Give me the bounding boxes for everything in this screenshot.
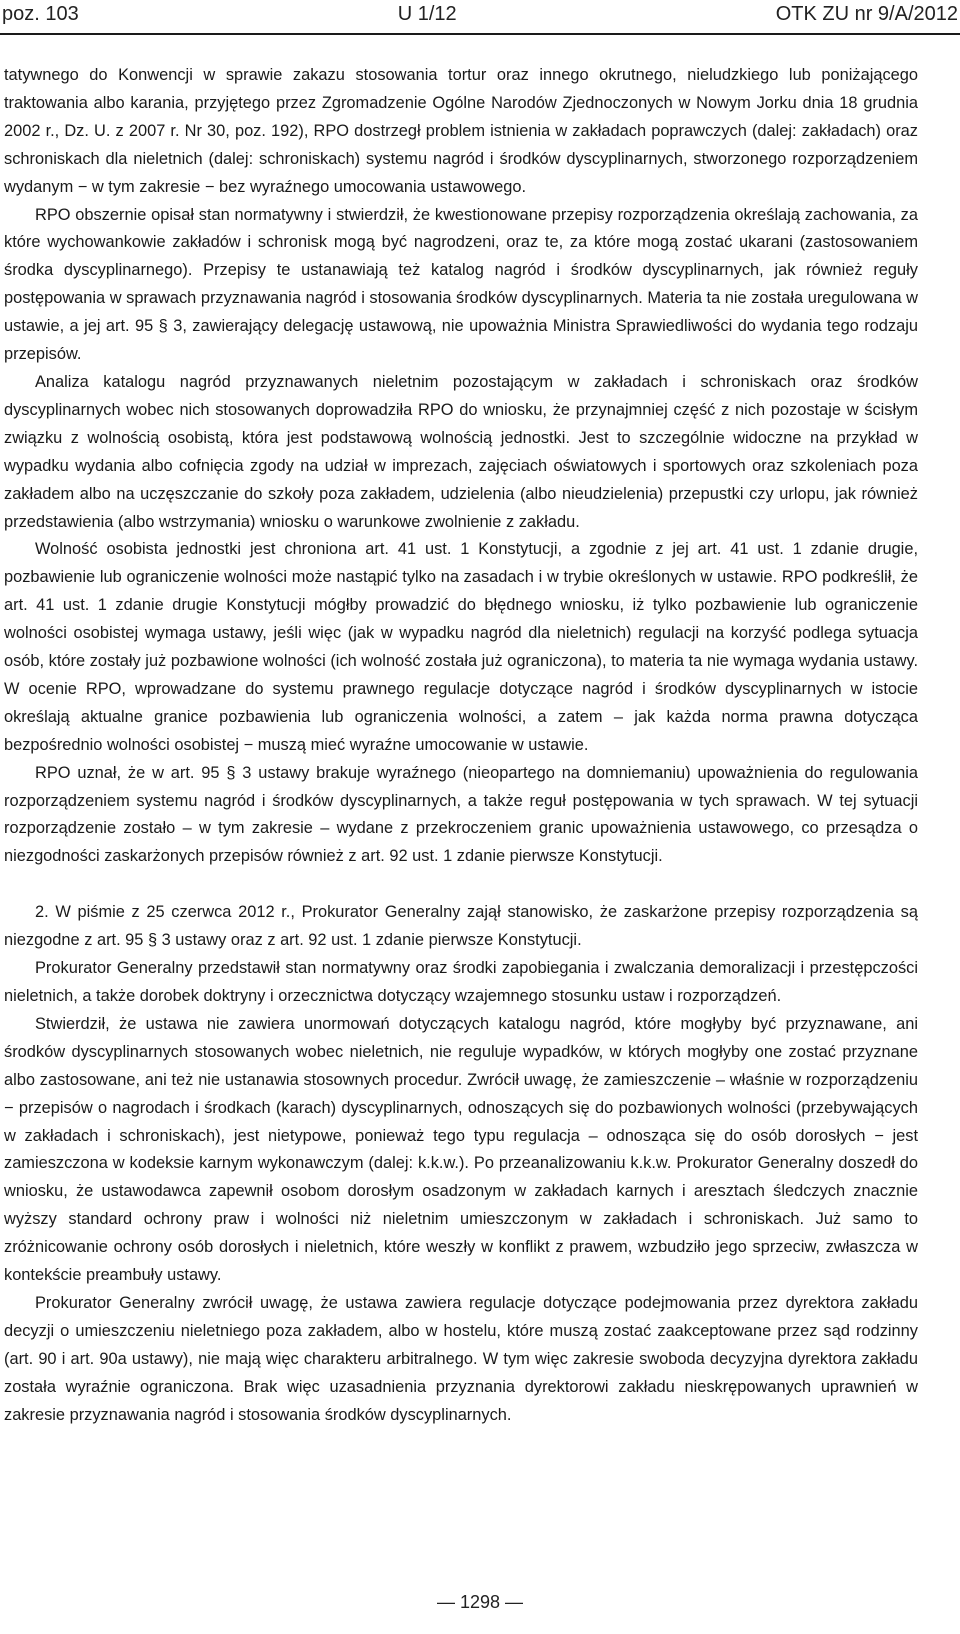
paragraph-continuation: tatywnego do Konwencji w sprawie zakazu stosowania tortur oraz innego okrutnego, nieludzkiego lub poniżającego traktowania albo karania, przyjętego przez Zgromadzenie Ogólne Narodów Zjednoczonych w Nowym Jorku dnia 18 grudnia 2002 r., Dz. U. z 2007 r. Nr 30, poz. 192), RPO dostrzegł problem istnienia w zakładach poprawczych (dalej: zakładach) oraz schroniskach dla nieletnich (dalej: schroniskach) systemu nagród i środków dyscyplinarnych, stworzonego rozporządzeniem wydanym − w tym zakresie − bez wyraźnego umocowania ustawowego. [4, 66, 918, 196]
paragraph: Prokurator Generalny przedstawił stan normatywny oraz środki zapobiegania i zwalczania demoralizacji i przestępczości nieletnich, a także dorobek doktryny i orzecznictwa dotyczący wzajemnego stosunku ustaw i rozporządzeń. [4, 959, 918, 1005]
header-case-signature: U 1/12 [397, 2, 457, 25]
paragraph: Prokurator Generalny zwrócił uwagę, że ustawa zawiera regulacje dotyczące podejmowania przez dyrektora zakładu decyzji o umieszczeniu nieletniego poza zakładem, albo w hostelu, które muszą zostać zaakceptowane przez sąd rodzinny (art. 90 i art. 90a ustawy), nie mają więc charakteru arbitralnego. W tym więc zakresie swoboda decyzyjna dyrektora zakładu została wyraźnie ograniczona. Brak więc uzasadnienia przyznania dyrektorowi zakładu nieskrępowanych uprawnień w zakresie przyznawania nagród i stosowania środków dyscyplinarnych. [4, 1293, 918, 1424]
document-body [4, 62, 918, 1430]
header-position-label: poz. 103 [2, 2, 79, 25]
page-number: — 1298 — [436, 1592, 524, 1612]
header-divider [0, 33, 960, 35]
paragraph: Analiza katalogu nagród przyznawanych nieletnim pozostającym w zakładach i schroniskach oraz środków dyscyplinarnych wobec nich stosowanych doprowadziła RPO do wniosku, że przynajmniej część z nich pozostaje w ścisłym związku z wolnością osobistą, która jest podstawową wolnością jednostki. Jest to szczególnie widoczne na przykład w wypadku wydania albo cofnięcia zgody na udział w imprezach, zajęciach oświatowych i sportowych oraz szkoleniach poza zakładem albo na uczęszczanie do szkoły poza zakładem, udzielenia (albo nieudzielenia) przepustki czy urlopu, jak również przedstawienia (albo wstrzymania) wniosku o warunkowe zwolnienie z zakładu. [4, 372, 918, 531]
paragraph: RPO obszernie opisał stan normatywny i stwierdził, że kwestionowane przepisy rozporządzenia określają zachowania, za które wychowankowie zakładów i schronisk mogą być nagrodzeni, oraz te, za które mogą zostać ukarani (zastosowaniem środka dyscyplinarnego). Przepisy te ustanawiają też katalog nagród i środków dyscyplinarnych, jak również reguły postępowania w sprawach przyznawania nagród i stosowania środków dyscyplinarnych. Materia ta nie została uregulowana w ustawie, a jej art. 95 § 3, zawierający delegację ustawową, nie upoważnia Ministra Sprawiedliwości do wydania tego rodzaju przepisów. [4, 205, 918, 364]
paragraph: RPO uznał, że w art. 95 § 3 ustawy brakuje wyraźnego (nieopartego na domniemaniu) upoważnienia do regulowania rozporządzeniem systemu nagród i środków dyscyplinarnych, a także reguł postępowania w tych sprawach. W tej sytuacji rozporządzenie zostało – w tym zakresie – wydane z przekroczeniem granic upoważnienia ustawowego, co przesądza o niezgodności zaskarżonych przepisów również z art. 92 ust. 1 zdanie pierwsze Konstytucji. [4, 763, 918, 866]
paragraph: Stwierdził, że ustawa nie zawiera unormowań dotyczących katalogu nagród, które mogłyby być przyznawane, ani środków dyscyplinarnych stosowanych wobec nieletnich, nie reguluje wypadków, w których mogłyby one zostać przyznane albo zastosowane, ani też nie ustanawia stosownych procedur. Zwrócił uwagę, że zamieszczenie – właśnie w rozporządzeniu − przepisów o nagrodach i środkach (karach) dyscyplinarnych, odnoszących się do pozbawionych wolności (przebywających w zakładach i schroniskach), jest nietypowe, ponieważ tego typu regulacja – odnosząca się do osób dorosłych − jest zamieszczona w kodeksie karnym wykonawczym (dalej: k.k.w.). Po przeanalizowaniu k.k.w. Prokurator Generalny doszedł do wniosku, że ustawodawca zapewnił osobom dorosłym osadzonym w zakładach karnych i aresztach śledczych znacznie wyższy standard ochrony praw i wolności niż nieletnim umieszczonym w zakładach i schroniskach. Już samo to zróżnicowanie ochrony osób dorosłych i nieletnich, które weszły w konflikt z prawem, wzbudziło jego sprzeciw, zwłaszcza w kontekście preambuły ustawy. [4, 1014, 918, 1285]
paragraph-numbered: 2. W piśmie z 25 czerwca 2012 r., Prokurator Generalny zajął stanowisko, że zaskarżone przepisy rozporządzenia są niezgodne z art. 95 § 3 ustawy oraz z art. 92 ust. 1 zdanie pierwsze Konstytucji. [4, 903, 918, 950]
paragraph: Wolność osobista jednostki jest chroniona art. 41 ust. 1 Konstytucji, a zgodnie z jej art. 41 ust. 1 zdanie drugie, pozbawienie lub ograniczenie wolności może nastąpić tylko na zasadach i w trybie określonych w ustawie. RPO podkreślił, że art. 41 ust. 1 zdanie drugie Konstytucji mógłby prowadzić do błędnego wniosku, iż tylko pozbawienie lub ograniczenie wolności osobistej wymaga ustawy, jeśli więc (jak w wypadku nagród dla nieletnich) regulacji na korzyść podlega sytuacja osób, które zostały już pozbawione wolności (ich wolność została już ograniczona), to materia ta nie wymaga wydania ustawy. W ocenie RPO, wprowadzane do systemu prawnego regulacje dotyczące nagród i środków dyscyplinarnych w istocie określają aktualne granice pozbawienia lub ograniczenia wolności, a zatem – jak każda norma prawna dotycząca bezpośrednio wolności osobistej − muszą mieć wyraźne umocowanie w ustawie. [4, 540, 918, 754]
header-journal-reference: OTK ZU nr 9/A/2012 [775, 2, 958, 25]
page-header [0, 0, 960, 28]
